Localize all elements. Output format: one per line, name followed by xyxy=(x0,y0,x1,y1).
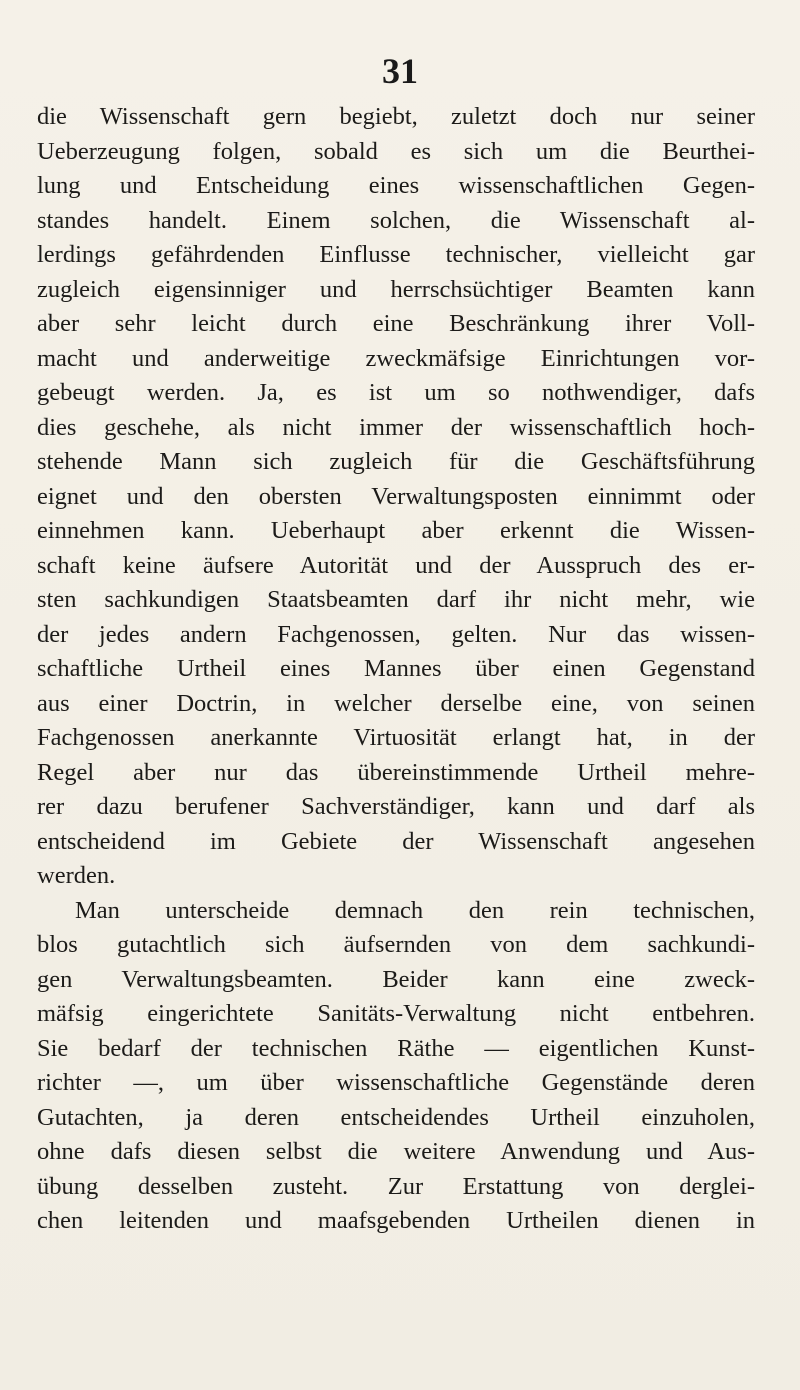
text-line: ohne dafs diesen selbst die weitere Anwendung und Aus- xyxy=(37,1138,755,1165)
text-line: lung und Entscheidung eines wissenschaftlichen Gegen- xyxy=(37,172,755,199)
text-line: zugleich eigensinniger und herrschsüchtiger Beamten kann xyxy=(37,275,755,303)
text-line: Regel aber nur das übereinstimmende Urtheil mehre- xyxy=(37,758,755,786)
text-line: Gutachten, ja deren entscheidendes Urtheil einzuholen, xyxy=(37,1103,755,1131)
text-line: aber sehr leicht durch eine Beschränkung ihrer Voll- xyxy=(37,310,755,337)
text-line: dies geschehe, als nicht immer der wissenschaftlich hoch- xyxy=(37,413,755,441)
text-line: rer dazu berufener Sachverständiger, kann und darf als xyxy=(37,793,755,820)
text-line: gebeugt werden. Ja, es ist um so nothwendiger, dafs xyxy=(37,379,755,406)
text-line: lerdings gefährdenden Einflusse technischer, vielleicht gar xyxy=(37,241,755,268)
text-line: standes handelt. Einem solchen, die Wissenschaft al- xyxy=(37,206,755,234)
text-line: mäfsig eingerichtete Sanitäts-Verwaltung nicht entbehren. xyxy=(37,1000,755,1027)
paragraph xyxy=(37,894,755,1239)
text-line: Fachgenossen anerkannte Virtuosität erlangt hat, in der xyxy=(37,724,755,751)
text-line: eignet und den obersten Verwaltungsposten einnimmt oder xyxy=(37,482,755,510)
text-line: Sie bedarf der technischen Räthe — eigentlichen Kunst- xyxy=(37,1034,755,1062)
text-line: sten sachkundigen Staatsbeamten darf ihr nicht mehr, wie xyxy=(37,586,755,613)
text-line: Man unterscheide demnach den rein technischen, xyxy=(75,896,755,924)
text-line: macht und anderweitige zweckmäfsige Einrichtungen vor- xyxy=(37,344,755,372)
paragraph xyxy=(37,100,755,894)
text-line: entscheidend im Gebiete der Wissenschaft angesehen xyxy=(37,827,755,855)
text-line: aus einer Doctrin, in welcher derselbe eine, von seinen xyxy=(37,689,755,717)
text-line: schaft keine äufsere Autorität und der Ausspruch des er- xyxy=(37,551,755,579)
text-line: chen leitenden und maafsgebenden Urtheilen dienen in xyxy=(37,1207,755,1234)
text-line: gen Verwaltungsbeamten. Beider kann eine zweck- xyxy=(37,965,755,993)
text-line: werden. xyxy=(37,862,116,889)
text-line: richter —, um über wissenschaftliche Gegenstände deren xyxy=(37,1069,755,1096)
text-line: stehende Mann sich zugleich für die Geschäftsführung xyxy=(37,448,755,475)
text-line: die Wissenschaft gern begiebt, zuletzt doch nur seiner xyxy=(37,103,755,130)
page-number: 31 xyxy=(382,51,418,91)
body-text xyxy=(37,100,755,1239)
text-line: einnehmen kann. Ueberhaupt aber erkennt die Wissen- xyxy=(37,517,755,544)
text-line: schaftliche Urtheil eines Mannes über einen Gegenstand xyxy=(37,655,755,682)
text-line: blos gutachtlich sich äufsernden von dem sachkundi- xyxy=(37,931,755,958)
text-line: Ueberzeugung folgen, sobald es sich um die Beurthei- xyxy=(37,137,755,165)
text-line: übung desselben zusteht. Zur Erstattung von derglei- xyxy=(37,1172,755,1200)
text-line: der jedes andern Fachgenossen, gelten. Nur das wissen- xyxy=(37,620,755,648)
